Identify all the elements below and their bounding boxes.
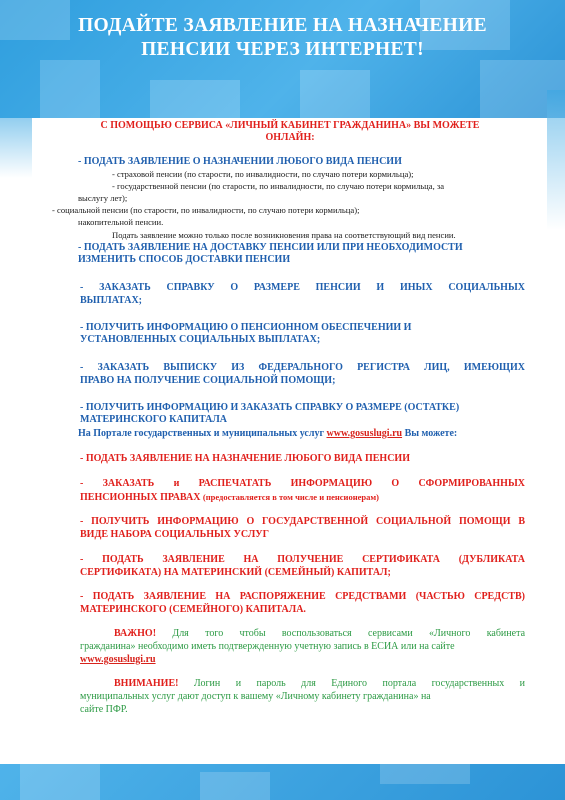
portal-intro-suffix: Вы можете: (404, 428, 458, 439)
important-line-3 (80, 654, 525, 666)
page-title (0, 14, 565, 62)
portal-item-2-line-2 (80, 491, 525, 504)
attention-label: ВНИМАНИЕ! (114, 678, 179, 689)
portal-item-3-line-2: ВИДЕ НАБОРА СОЦИАЛЬНЫХ УСЛУГ (80, 529, 269, 540)
cabinet-item-6-line-1: - ПОЛУЧИТЬ ИНФОРМАЦИЮ И ЗАКАЗАТЬ СПРАВКУ О РАЗМЕРЕ (ОСТАТКЕ) (80, 402, 460, 413)
cabinet-item-2 (78, 242, 538, 266)
cabinet-item-3-line-2: ВЫПЛАТАХ; (80, 295, 143, 306)
attention-text-1: Логин и пароль для Единого портала государственных и (193, 678, 526, 689)
portal-item-2-line-2-text: ПЕНСИОННЫХ ПРАВАХ (80, 492, 201, 503)
intro-line-2: ОНЛАЙН: (265, 132, 315, 143)
cabinet-item-2-line-2: ИЗМЕНИТЬ СПОСОБ ДОСТАВКИ ПЕНСИИ (78, 254, 291, 265)
cabinet-item-2-line-1: - ПОДАТЬ ЗАЯВЛЕНИЕ НА ДОСТАВКУ ПЕНСИИ ИЛИ ПРИ НЕОБХОДИМОСТИ (78, 242, 463, 253)
portal-item-4-line-2: СЕРТИФИКАТА) НА МАТЕРИНСКИЙ (СЕМЕЙНЫЙ) КАПИТАЛ; (80, 567, 391, 578)
important-line-1 (80, 628, 525, 640)
important-text-1: Для того чтобы воспользоваться сервисами «Личного кабинета (172, 628, 526, 639)
cabinet-item-6-line-2: МАТЕРИНСКОГО КАПИТАЛА (80, 414, 228, 425)
portal-intro-text: На Портале государственных и муниципальных услуг (78, 428, 324, 439)
decor-right (547, 90, 565, 230)
cabinet-item-1-title: - ПОДАТЬ ЗАЯВЛЕНИЕ О НАЗНАЧЕНИИ ЛЮБОГО ВИДА ПЕНСИИ (78, 156, 402, 167)
gosuslugi-link[interactable]: www.gosuslugi.ru (326, 428, 403, 439)
portal-item-3-line-1: - ПОЛУЧИТЬ ИНФОРМАЦИЮ О ГОСУДАРСТВЕННОЙ СОЦИАЛЬНОЙ ПОМОЩИ В (80, 516, 525, 527)
footer-banner (0, 764, 565, 800)
important-line-2: гражданина» необходимо иметь подтвержденную учетную запись в ЕСИА или на сайте (80, 641, 455, 652)
important-label: ВАЖНО! (114, 628, 157, 639)
portal-item-2-line-1: - ЗАКАЗАТЬ и РАСПЕЧАТАТЬ ИНФОРМАЦИЮ О СФОРМИРОВАННЫХ (80, 478, 525, 489)
portal-intro (78, 428, 538, 440)
cabinet-sub-3: - социальной пенсии (по старости, по инвалидности, по случаю потери кормильца); (52, 205, 360, 215)
portal-item-5-line-1: - ПОДАТЬ ЗАЯВЛЕНИЕ НА РАСПОРЯЖЕНИЕ СРЕДСТВАМИ (ЧАСТЬЮ СРЕДСТВ) (80, 591, 525, 602)
cabinet-sub-1: - страховой пенсии (по старости, по инвалидности, по случаю потери кормильца); (112, 169, 414, 179)
cabinet-item-6 (80, 402, 525, 426)
cabinet-item-4-line-2: УСТАНОВЛЕННЫХ СОЦИАЛЬНЫХ ВЫПЛАТАХ; (80, 334, 321, 345)
attention-line-1 (80, 678, 525, 690)
cabinet-item-4-line-1: - ПОЛУЧИТЬ ИНФОРМАЦИЮ О ПЕНСИОННОМ ОБЕСПЕЧЕНИИ И (80, 322, 412, 333)
cabinet-item-4 (80, 322, 525, 346)
intro-line-1: С ПОМОЩЬЮ СЕРВИСА «ЛИЧНЫЙ КАБИНЕТ ГРАЖДАНИНА» ВЫ МОЖЕТЕ (100, 120, 480, 131)
cabinet-sub-2a: - государственной пенсии (по старости, по инвалидности, по случаю потери кормильца, за (112, 181, 445, 191)
cabinet-item-5-line-2: ПРАВО НА ПОЛУЧЕНИЕ СОЦИАЛЬНОЙ ПОМОЩИ; (80, 375, 336, 386)
cabinet-item-5-line-1: - ЗАКАЗАТЬ ВЫПИСКУ ИЗ ФЕДЕРАЛЬНОГО РЕГИСТРА ЛИЦ, ИМЕЮЩИХ (80, 362, 525, 373)
attention-line-2: муниципальных услуг дают доступ к вашему «Личному кабинету гражданина» на (80, 691, 431, 702)
title-line-1: ПОДАЙТЕ ЗАЯВЛЕНИЕ НА НАЗНАЧЕНИЕ (78, 15, 487, 36)
gosuslugi-link-2[interactable]: www.gosuslugi.ru (80, 654, 156, 665)
portal-item-5-line-2: МАТЕРИНСКОГО (СЕМЕЙНОГО) КАПИТАЛА. (80, 604, 306, 615)
title-line-2: ПЕНСИИ ЧЕРЕЗ ИНТЕРНЕТ! (141, 39, 424, 60)
cabinet-item-3-line-1: - ЗАКАЗАТЬ СПРАВКУ О РАЗМЕРЕ ПЕНСИИ И ИНЫХ СОЦИАЛЬНЫХ (80, 282, 525, 293)
portal-item-1: - ПОДАТЬ ЗАЯВЛЕНИЕ НА НАЗНАЧЕНИЕ ЛЮБОГО ВИДА ПЕНСИИ (80, 453, 410, 464)
cabinet-sub-note: Подать заявление можно только после возникновения права на соответствующий вид пенсии. (112, 230, 456, 240)
portal-item-4-line-1: - ПОДАТЬ ЗАЯВЛЕНИЕ НА ПОЛУЧЕНИЕ СЕРТИФИКАТА (ДУБЛИКАТА (80, 554, 525, 565)
portal-item-2-note: (предоставляется в том числе и пенсионерам) (202, 492, 379, 502)
decor-left (0, 118, 32, 178)
intro-heading (40, 120, 540, 144)
cabinet-sub-2b: выслугу лет); (78, 193, 128, 203)
header-banner (0, 0, 565, 118)
cabinet-sub-4: накопительной пенсии. (78, 217, 164, 227)
attention-line-3: сайте ПФР. (80, 704, 128, 715)
